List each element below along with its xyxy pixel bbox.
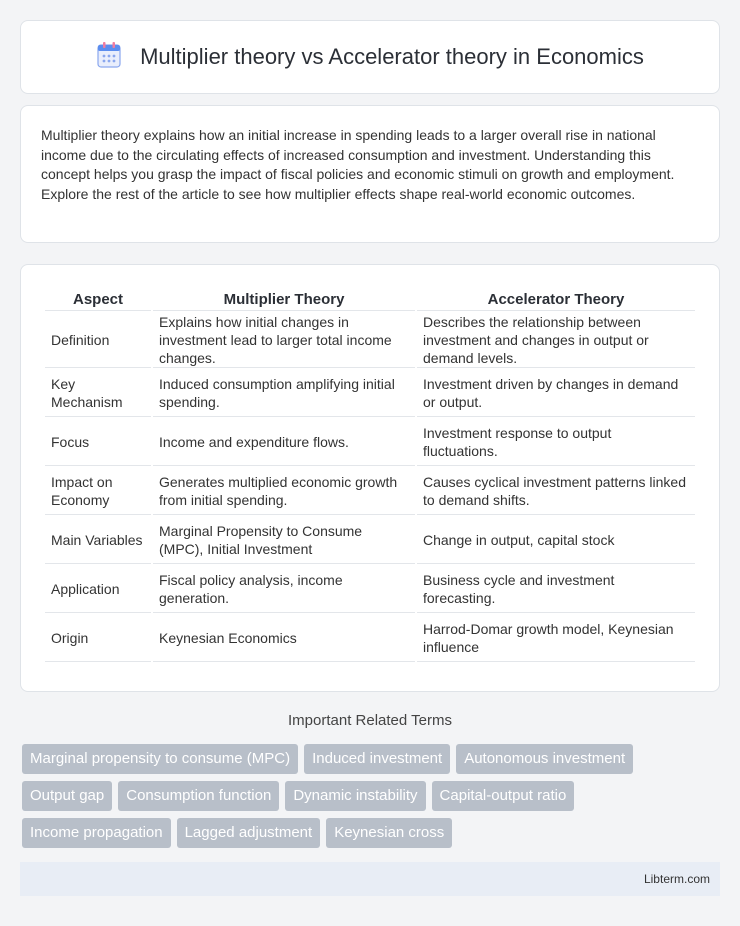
header-aspect: Aspect [45, 287, 151, 311]
table-row [45, 517, 695, 564]
cell-multiplier: Induced consumption amplifying initial spending. [153, 370, 415, 417]
header-accelerator: Accelerator Theory [417, 287, 695, 311]
cell-multiplier: Fiscal policy analysis, income generation. [153, 566, 415, 613]
table-row [45, 370, 695, 417]
table-row [45, 419, 695, 466]
related-term-tag[interactable]: Lagged adjustment [177, 818, 321, 848]
cell-aspect: Origin [45, 615, 151, 662]
cell-multiplier: Keynesian Economics [153, 615, 415, 662]
footer [20, 862, 720, 896]
related-term-tag[interactable]: Induced investment [304, 744, 450, 774]
related-term-tag[interactable]: Capital-output ratio [432, 781, 575, 811]
header-card [20, 20, 720, 94]
related-term-tag[interactable]: Dynamic instability [285, 781, 425, 811]
related-term-tag[interactable]: Keynesian cross [326, 818, 452, 848]
cell-multiplier: Generates multiplied economic growth from initial spending. [153, 468, 415, 515]
related-term-tag[interactable]: Autonomous investment [456, 744, 633, 774]
header-multiplier: Multiplier Theory [153, 287, 415, 311]
related-term-tag[interactable]: Marginal propensity to consume (MPC) [22, 744, 298, 774]
cell-aspect: Key Mechanism [45, 370, 151, 417]
cell-aspect: Main Variables [45, 517, 151, 564]
table-row [45, 468, 695, 515]
cell-accelerator: Causes cyclical investment patterns linked to demand shifts. [417, 468, 695, 515]
intro-text: Multiplier theory explains how an initial increase in spending leads to a larger overall rise in national income due to the circulating effects of increased consumption and investment. Understanding this concept helps you grasp the impact of fiscal policies and economic stimuli on growth and employment. Explore the rest of the article to see how multiplier effects shape real-world economic outcomes. [41, 127, 675, 202]
tag-row [22, 818, 722, 848]
cell-aspect: Focus [45, 419, 151, 466]
related-term-tag[interactable]: Output gap [22, 781, 112, 811]
cell-accelerator: Investment driven by changes in demand or output. [417, 370, 695, 417]
tag-row [22, 744, 722, 774]
cell-multiplier: Income and expenditure flows. [153, 419, 415, 466]
page-title: Multiplier theory vs Accelerator theory in Economics [140, 44, 644, 69]
cell-accelerator: Harrod-Domar growth model, Keynesian influence [417, 615, 695, 662]
comparison-table-card [20, 264, 720, 692]
related-terms-list [22, 744, 722, 855]
table-row [45, 313, 695, 368]
cell-aspect: Definition [45, 313, 151, 368]
table-row [45, 615, 695, 662]
related-terms-title: Important Related Terms [288, 712, 452, 729]
cell-accelerator: Investment response to output fluctuations. [417, 419, 695, 466]
cell-multiplier: Marginal Propensity to Consume (MPC), Initial Investment [153, 517, 415, 564]
related-term-tag[interactable]: Income propagation [22, 818, 171, 848]
cell-accelerator: Describes the relationship between investment and changes in output or demand levels. [417, 313, 695, 368]
cell-accelerator: Change in output, capital stock [417, 517, 695, 564]
table-row [45, 566, 695, 613]
table-header-row [45, 287, 695, 311]
footer-site-link[interactable]: Libterm.com [643, 872, 710, 886]
comparison-table [43, 285, 697, 664]
cell-aspect: Impact on Economy [45, 468, 151, 515]
related-term-tag[interactable]: Consumption function [118, 781, 279, 811]
tag-row [22, 781, 722, 811]
cell-aspect: Application [45, 566, 151, 613]
intro-card [20, 105, 720, 243]
cell-multiplier: Explains how initial changes in investment lead to larger total income changes. [153, 313, 415, 368]
calendar-icon [96, 41, 122, 74]
cell-accelerator: Business cycle and investment forecasting. [417, 566, 695, 613]
